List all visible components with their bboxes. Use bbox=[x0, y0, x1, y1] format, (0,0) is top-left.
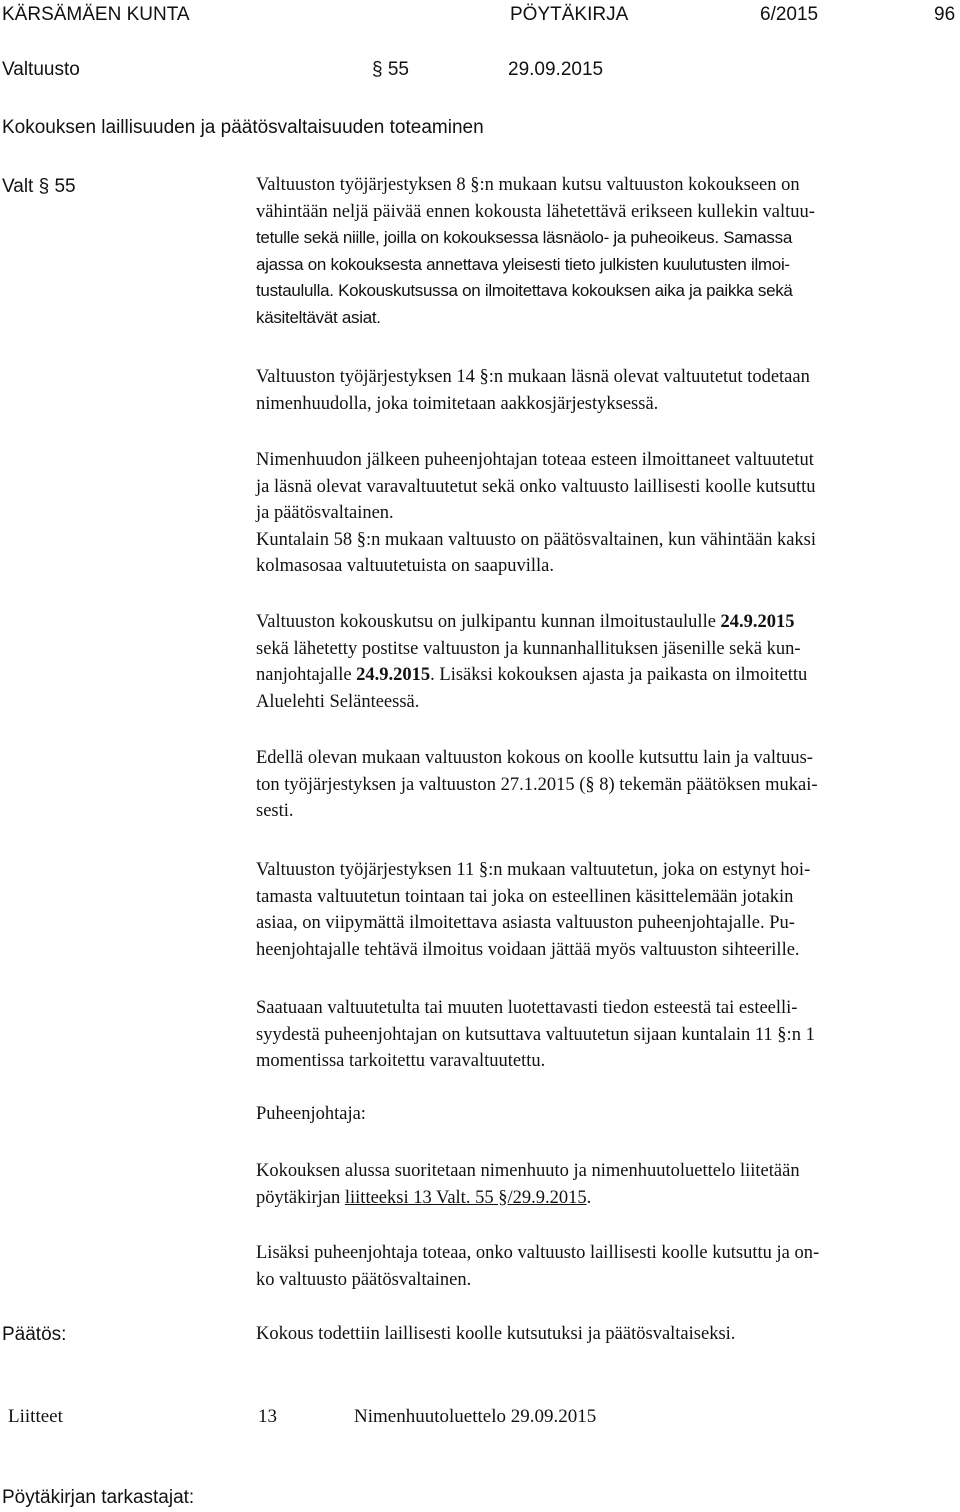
page-title: Kokouksen laillisuuden ja päätösvaltaisuuden toteaminen bbox=[2, 117, 484, 138]
text-line: tustaululla. Kokouskutsussa on ilmoitettava kokouksen aika ja paikka sekä bbox=[256, 281, 793, 300]
text-line: ko valtuusto päätösvaltainen. bbox=[256, 1269, 472, 1290]
municipality-name: KÄRSÄMÄEN KUNTA bbox=[2, 4, 190, 25]
text-line: nimenhuudolla, joka toimitetaan aakkosjärjestyksessä. bbox=[256, 393, 659, 414]
text-line: Valtuuston työjärjestyksen 14 §:n mukaan läsnä olevat valtuutetut todetaan bbox=[256, 367, 810, 387]
chair-label: Puheenjohtaja: bbox=[256, 1104, 366, 1124]
text-fragment: pöytäkirjan bbox=[256, 1187, 345, 1208]
text-line: käsiteltävät asiat. bbox=[256, 307, 381, 327]
text-line: Saatuaan valtuutetulta tai muuten luotettavasti tiedon esteestä tai esteelli- bbox=[256, 998, 798, 1018]
text-line: ja päätösvaltainen. bbox=[256, 503, 394, 523]
paragraph-quorum bbox=[256, 447, 956, 580]
document-type: PÖYTÄKIRJA bbox=[510, 4, 629, 25]
paragraph-substitute bbox=[256, 995, 956, 1075]
meeting-date: 29.09.2015 bbox=[508, 59, 604, 80]
text-fragment: nanjohtajalle bbox=[256, 665, 357, 685]
attachment-number: 13 bbox=[258, 1406, 277, 1427]
text-line: ton työjärjestyksen ja valtuuston 27.1.2015 (§ 8) tekemän päätöksen mukai- bbox=[256, 774, 818, 795]
text-line: Nimenhuudon jälkeen puheenjohtajan toteaa esteen ilmoittaneet valtuutetut bbox=[256, 450, 814, 470]
text-line bbox=[256, 609, 956, 636]
text-fragment: . Lisäksi kokouksen ajasta ja paikasta on ilmoitettu bbox=[430, 665, 808, 685]
text-line: Kuntalain 58 §:n mukaan valtuusto on päätösvaltainen, kun vähintään kaksi bbox=[256, 529, 817, 550]
text-line bbox=[256, 662, 956, 689]
text-line: Aluelehti Selänteessä. bbox=[256, 691, 420, 712]
text-line: sekä lähetetty postitse valtuuston ja kunnanhallituksen jäsenille sekä kun- bbox=[256, 638, 801, 659]
decision-text: Kokous todettiin laillisesti koolle kutsutuksi ja päätösvaltaiseksi. bbox=[256, 1324, 736, 1344]
section-reference: Valt § 55 bbox=[2, 176, 76, 197]
document-number: 6/2015 bbox=[760, 4, 819, 25]
text-line: tetulle sekä niille, joilla on kokouksessa läsnäolo- ja puheoikeus. Samassa bbox=[256, 228, 792, 247]
text-line: Kokouksen alussa suoritetaan nimenhuuto ja nimenhuutoluettelo liitetään bbox=[256, 1161, 800, 1181]
text-line bbox=[256, 1185, 956, 1212]
attachment-link: liitteeksi 13 Valt. 55 §/29.9.2015 bbox=[344, 1187, 587, 1208]
text-line: kolmasosaa valtuutetuista on saapuvilla. bbox=[256, 556, 554, 576]
text-line: heenjohtajalle tehtävä ilmoitus voidaan jättää myös valtuuston sihteerille. bbox=[256, 939, 800, 960]
text-line: Valtuuston työjärjestyksen 11 §:n mukaan valtuutetun, joka on estynyt hoi- bbox=[256, 860, 811, 880]
footer-checkers-label: Pöytäkirjan tarkastajat: bbox=[2, 1487, 195, 1508]
text-line: vähintään neljä päivää ennen kokousta lähetettävä erikseen kullekin valtuu- bbox=[256, 201, 815, 222]
meeting-section: § 55 bbox=[372, 59, 409, 80]
attachments-label: Liitteet bbox=[8, 1406, 63, 1427]
text-line: momentissa tarkoitettu varavaltuutettu. bbox=[256, 1051, 546, 1071]
date-bold: 24.9.2015 bbox=[720, 612, 795, 632]
text-line: tamasta valtuutetun tointaan tai joka on esteellinen käsittelemään jotakin bbox=[256, 886, 794, 907]
text-line: Valtuuston työjärjestyksen 8 §:n mukaan kutsu valtuuston kokoukseen on bbox=[256, 175, 800, 195]
paragraph-roll-list bbox=[256, 1158, 956, 1211]
decision-label: Päätös: bbox=[2, 1324, 67, 1345]
paragraph-notice bbox=[256, 609, 956, 715]
text-line: ajassa on kokouksesta annettava yleisesti tieto julkisten kuulutusten ilmoi- bbox=[256, 254, 790, 274]
date-bold: 24.9.2015 bbox=[356, 665, 431, 685]
text-line: syydestä puheenjohtajan on kutsuttava valtuutetun sijaan kuntalain 11 §:n 1 bbox=[256, 1024, 815, 1045]
text-fragment: Valtuuston kokouskutsu on julkipantu kunnan ilmoitustaululle bbox=[256, 612, 721, 632]
paragraph-absence bbox=[256, 857, 956, 963]
meeting-body: Valtuusto bbox=[2, 59, 80, 80]
text-line: Lisäksi puheenjohtaja toteaa, onko valtuusto laillisesti koolle kutsuttu ja on- bbox=[256, 1243, 820, 1263]
attachment-description: Nimenhuutoluettelo 29.09.2015 bbox=[354, 1406, 597, 1427]
text-fragment: . bbox=[586, 1187, 592, 1208]
text-line: ja läsnä olevat varavaltuutetut sekä onko valtuusto laillisesti koolle kutsuttu bbox=[256, 476, 816, 497]
paragraph-chair-check bbox=[256, 1240, 956, 1293]
paragraph-conclusion bbox=[256, 745, 956, 825]
paragraph-invitation bbox=[256, 172, 956, 331]
text-line: sesti. bbox=[256, 801, 294, 821]
text-line: asiaa, on viipymättä ilmoitettava asiasta valtuuston puheenjohtajalle. Pu- bbox=[256, 913, 795, 933]
text-line: Edellä olevan mukaan valtuuston kokous on koolle kutsuttu lain ja valtuus- bbox=[256, 748, 813, 768]
paragraph-roll-call bbox=[256, 364, 956, 417]
page-number: 96 bbox=[934, 4, 956, 25]
